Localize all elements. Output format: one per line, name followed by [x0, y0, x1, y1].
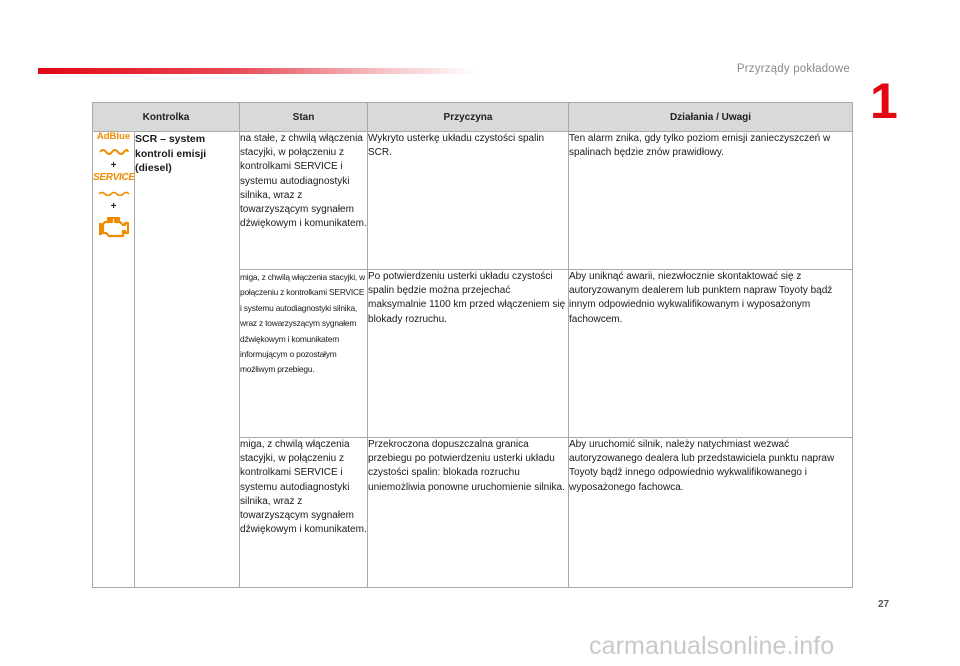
engine-check-icon: [99, 217, 129, 244]
column-header-action: Działania / Uwagi: [569, 103, 853, 132]
state-cell: na stałe, z chwilą włączenia stacyjki, w połączeniu z kontrolkami SERVICE i systemu autodiagnostyki silnika, wraz z towarzyszącym sygnałem dźwiękowym i komunikatem.: [240, 132, 368, 270]
table-header-row: [93, 103, 853, 132]
indicator-name: SCR – system kontroli emisji (diesel): [135, 132, 240, 588]
state-cell: miga, z chwilą włączenia stacyjki, w połączeniu z kontrolkami SERVICE i systemu autodiagnostyki silnika, wraz z towarzyszącym sygnałem dźwiękowym i komunikatem informującym o pozostałym możliwym przebiegu.: [240, 270, 368, 438]
plus-sign: +: [110, 201, 117, 212]
page-number: 27: [878, 599, 890, 610]
column-header-indicator: Kontrolka: [93, 103, 240, 132]
section-title: Przyrządy pokładowe: [736, 63, 850, 75]
cause-cell: Wykryto usterkę układu czystości spalin SCR.: [368, 132, 569, 270]
plus-sign: +: [110, 160, 117, 171]
cause-cell: Przekroczona dopuszczalna granica przebiegu po potwierdzeniu usterki układu czystości spalin: blokada rozruchu uniemożliwia ponowne uruchomienie silnika.: [368, 438, 569, 588]
action-cell: Aby uruchomić silnik, należy natychmiast wezwać autoryzowanego dealera lub przedstawiciela punktu napraw Toyoty bądź innego odpowiednio wykwalifikowanego i wyposażonego fachowca.: [569, 438, 853, 588]
column-header-cause: Przyczyna: [368, 103, 569, 132]
cause-cell: Po potwierdzeniu usterki układu czystości spalin będzie można przejechać maksymalnie 1100 km przed włączeniem się blokady rozruchu.: [368, 270, 569, 438]
adblue-warning-icon: AdBlue: [97, 132, 130, 160]
header-accent-bar: [38, 68, 478, 74]
column-header-state: Stan: [240, 103, 368, 132]
chapter-number: 1: [870, 73, 898, 129]
table-row: [93, 132, 853, 270]
indicator-icons-cell: [93, 132, 135, 588]
service-warning-icon: SERVICE: [93, 172, 135, 201]
warning-light-table: [92, 102, 853, 588]
watermark-text: carmanualsonline.info: [589, 632, 835, 660]
state-cell: miga, z chwilą włączenia stacyjki, w połączeniu z kontrolkami SERVICE i systemu autodiagnostyki silnika, wraz z towarzyszącym sygnałem dźwiękowym i komunikatem.: [240, 438, 368, 588]
action-cell: Ten alarm znika, gdy tylko poziom emisji zanieczyszczeń w spalinach będzie znów prawidłowy.: [569, 132, 853, 270]
action-cell: Aby uniknąć awarii, niezwłocznie skontaktować się z autoryzowanym dealerem lub punktem napraw Toyoty bądź innym odpowiednio wykwalifikowanym i wyposażonym fachowcem.: [569, 270, 853, 438]
